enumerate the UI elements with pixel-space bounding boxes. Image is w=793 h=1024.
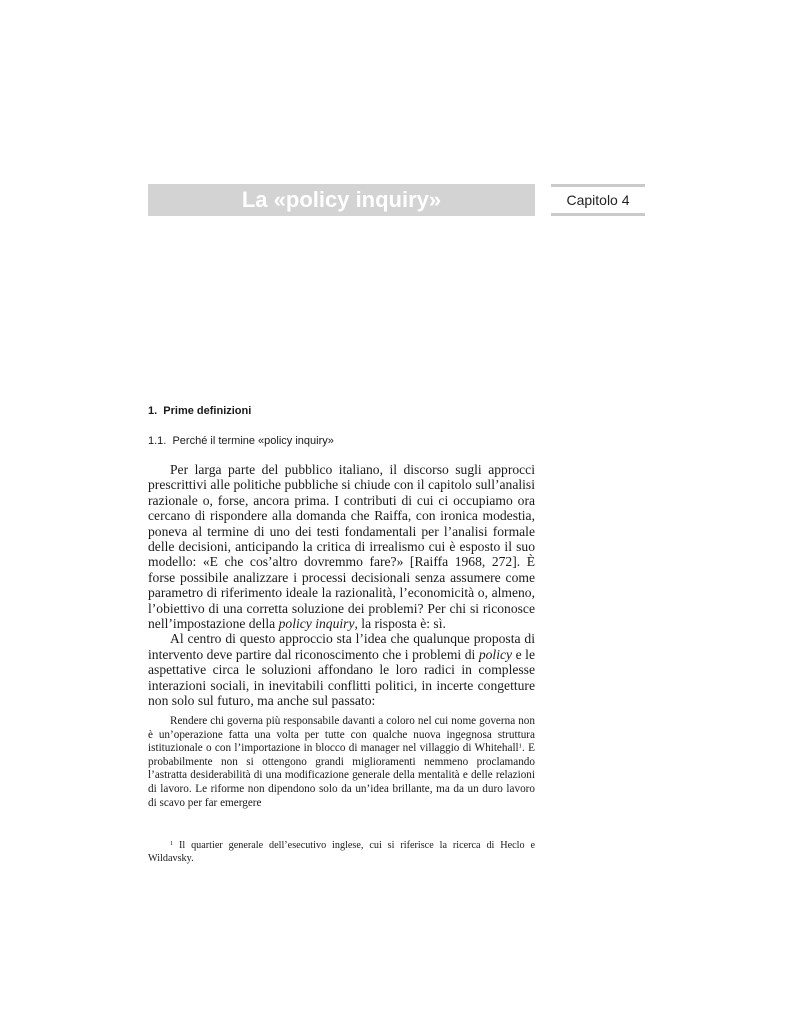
chapter-title: La «policy inquiry» xyxy=(241,187,442,212)
paragraph-1-end: , la risposta è: sì. xyxy=(354,616,446,632)
chapter-label-box xyxy=(551,184,645,216)
chapter-title-band xyxy=(148,184,535,216)
paragraph-2-italic: policy xyxy=(478,646,513,662)
paragraph-2-end: e le aspettative circa le soluzioni affondano le loro radici in complesse interazioni sociali, in inevitabili conflitti politici, in incerte congetture non solo sul futuro, ma anche sul passato: xyxy=(148,646,535,709)
body-text xyxy=(148,462,535,709)
quote-text: Rendere chi governa più responsabile davanti a coloro nel cui nome governa non è un’operazione fatta una volta per tutte con qualche nuova ingegnosa struttura istituzionale o con l’importazione in blocco di manager nel villaggio di Whitehall xyxy=(148,715,535,755)
chapter-rule-bottom xyxy=(551,213,645,216)
paragraph-1-text: Per larga parte del pubblico italiano, il discorso sugli approcci prescrittivi alle politiche pubbliche si chiude con il capitolo sull’analisi razionale o, forse, ancora prima. I contributi di cui ci occupiamo ora cercano di rispondere alla domanda che Raiffa, con ironica modestia, poneva al termine di uno dei testi fondamentali per l’analisi formale delle decisioni, anticipando la critica di irrealismo cui è esposto il suo modello: «E che cos’altro dovremmo fare?» [Raiffa 1968, 272]. È forse possibile analizzare i processi decisionali senza assumere come parametro di riferimento ideale la razionalità, l’economicità o, almeno, l’obiettivo di una corretta soluzione dei problemi? Per chi si riconosce nell’impostazione della xyxy=(148,462,535,632)
subsection-heading: 1.1. Perché il termine «policy inquiry» xyxy=(148,435,334,447)
quote-paragraph xyxy=(148,715,535,810)
paragraph-1 xyxy=(148,462,535,631)
footnote-text: Il quartier generale dell’esecutivo inglese, cui si riferisce la ricerca di Heclo e Wildavsky. xyxy=(148,840,535,864)
section-heading: 1. Prime definizioni xyxy=(148,405,252,417)
quote-text-end: . E probabilmente non si ottengono grandi miglioramenti nemmeno proclamando l’astratta desiderabilità di una modificazione generale della mentalità e delle relazioni di lavoro. Le riforme non dipendono solo da un’idea brillante, ma da un duro lavoro di scavo per far emergere xyxy=(148,742,535,809)
block-quote xyxy=(148,715,535,810)
chapter-rule-top xyxy=(551,184,645,187)
paragraph-2 xyxy=(148,631,535,708)
paragraph-1-italic: policy inquiry xyxy=(278,616,355,632)
paragraph-2-text: Al centro di questo approccio sta l’idea che qualunque proposta di intervento deve partire dal riconoscimento che i problemi di xyxy=(148,631,535,662)
footnote xyxy=(148,839,535,865)
chapter-label: Capitolo 4 xyxy=(566,192,630,208)
footnote-reference: 1 xyxy=(518,742,523,750)
footnote-number: 1 xyxy=(170,840,174,847)
